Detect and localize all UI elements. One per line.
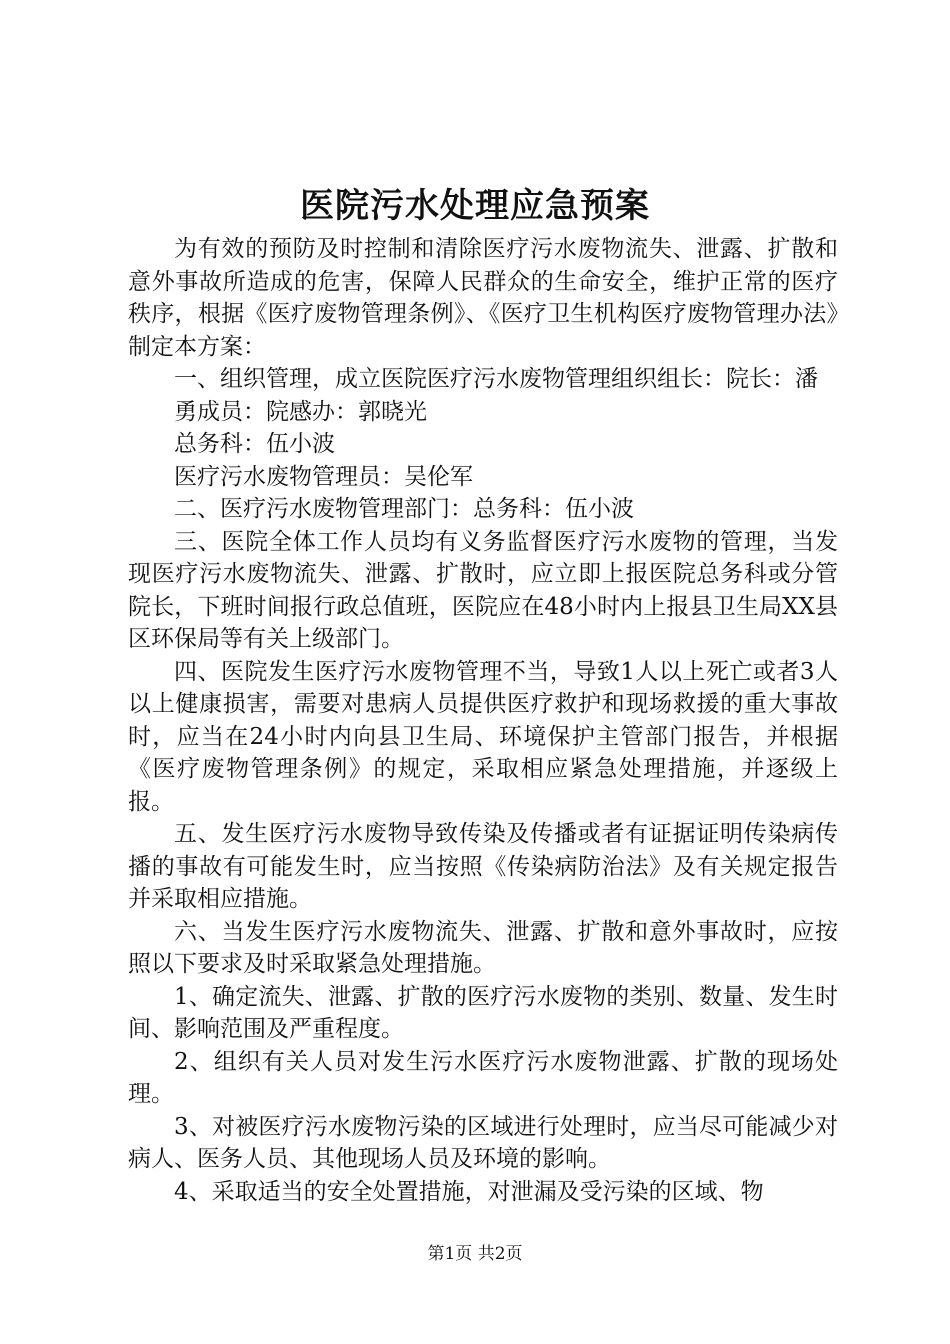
paragraph-intro: 为有效的预防及时控制和清除医疗污水废物流失、泄露、扩散和意外事故所造成的危害，保障人民群众的生命安全，维护正常的医疗秩序，根据《医疗废物管理条例》、《医疗卫生机构医疗废物管理办法》制定本方案： — [128, 236, 838, 360]
page-footer: 第1页 共2页 — [427, 1244, 523, 1264]
paragraph-section-1: 一、组织管理，成立医院医疗污水废物管理组织组长：院长：潘 — [174, 366, 818, 392]
document-body — [128, 233, 838, 1208]
paragraph-members: 勇成员：院感办：郭晓光 — [174, 398, 427, 425]
paragraph-section-5: 五、发生医疗污水废物导致传染及传播或者有证据证明传染病传播的事故有可能发生时，应当按照《传染病防治法》及有关规定报告并采取相应措施。 — [128, 821, 838, 912]
paragraph-general-affairs: 总务科：伍小波 — [174, 431, 335, 457]
paragraph-section-4: 四、医院发生医疗污水废物管理不当，导致1人以上死亡或者3人以上健康损害，需要对患病人员提供医疗救护和现场救援的重大事故时，应当在24小时内向县卫生局、环境保护主管部门报告，并根据《医疗废物管理条例》的规定，采取相应紧急处理措施，并逐级上报。 — [128, 658, 838, 815]
paragraph-item-2: 2、组织有关人员对发生污水医疗污水废物泄露、扩散的现场处理。 — [128, 1048, 838, 1107]
document-title: 医院污水处理应急预案 — [300, 186, 650, 226]
paragraph-waste-manager: 医疗污水废物管理员：吴伦军 — [174, 463, 473, 490]
paragraph-item-3: 3、对被医疗污水废物污染的区域进行处理时，应当尽可能减少对病人、医务人员、其他现场人员及环境的影响。 — [128, 1113, 838, 1172]
paragraph-item-1: 1、确定流失、泄露、扩散的医疗污水废物的类别、数量、发生时间、影响范围及严重程度。 — [128, 983, 838, 1042]
paragraph-item-4: 4、采取适当的安全处置措施，对泄漏及受污染的区域、物 — [174, 1178, 764, 1205]
paragraph-section-6: 六、当发生医疗污水废物流失、泄露、扩散和意外事故时，应按照以下要求及时采取紧急处理措施。 — [128, 918, 838, 977]
paragraph-section-2: 二、医疗污水废物管理部门：总务科：伍小波 — [174, 496, 634, 522]
paragraph-section-3: 三、医院全体工作人员均有义务监督医疗污水废物的管理，当发现医疗污水废物流失、泄露、扩散时，应立即上报医院总务科或分管院长，下班时间报行政总值班，医院应在48小时内上报县卫生局XX县区环保局等有关上级部门。 — [128, 528, 838, 652]
